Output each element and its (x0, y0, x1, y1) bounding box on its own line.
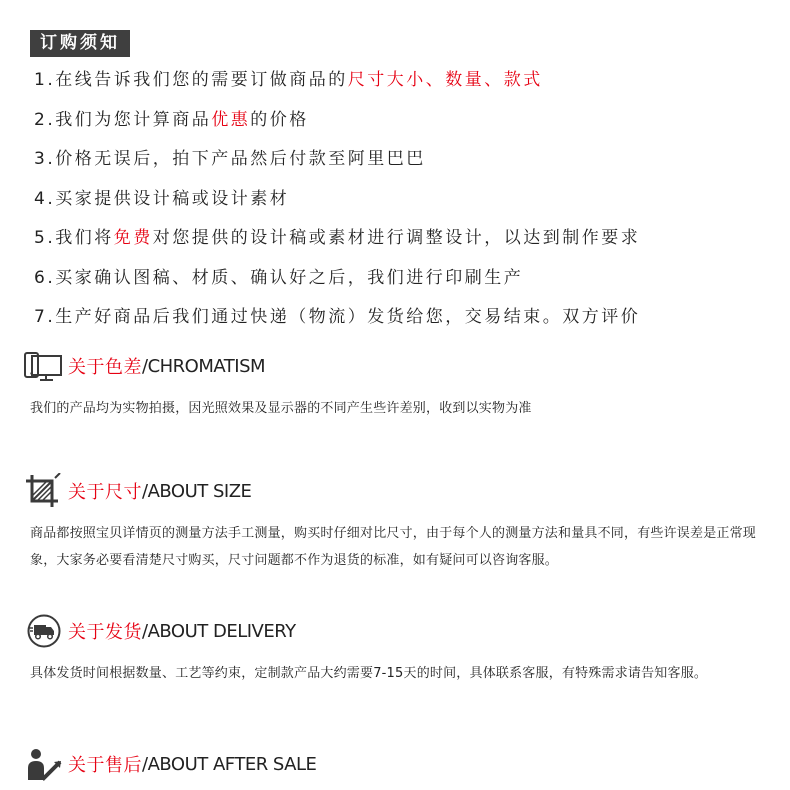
order-step-7 (34, 299, 640, 339)
after-sale-heading (24, 746, 316, 782)
step-text-tail: 的价格 (250, 109, 309, 130)
step-text-tail: 对您提供的设计稿或素材进行调整设计，以达到制作要求 (152, 228, 641, 248)
order-step-3 (34, 141, 640, 181)
order-step-5 (34, 220, 640, 260)
after-sale-title-cn: 关于售后 (68, 755, 142, 776)
step-text: 2.我们为您计算商品 (34, 109, 212, 130)
chromatism-title-en: /CHROMATISM (142, 355, 266, 377)
size-title-cn: 关于尺寸 (68, 482, 142, 503)
delivery-truck-icon (24, 613, 64, 649)
chromatism-body: 我们的产品均为实物拍摄，因光照效果及显示器的不同产生些许差别，收到以实物为准 (30, 401, 532, 416)
customer-service-icon (24, 746, 64, 782)
size-heading (24, 473, 251, 509)
step-highlight: 免费 (113, 228, 153, 248)
step-text: 5.我们将 (34, 228, 114, 248)
order-step-4 (34, 181, 640, 221)
step-text: 6.买家确认图稿、材质、确认好之后，我们进行印刷生产 (34, 267, 524, 288)
step-text: 3.价格无误后，拍下产品然后付款至阿里巴巴 (34, 149, 426, 169)
step-text: 4.买家提供设计稿或设计素材 (34, 188, 290, 209)
order-notice-title: 订购须知 (30, 30, 130, 57)
order-step-2 (34, 102, 640, 142)
order-step-6 (34, 260, 640, 300)
step-text: 1.在线告诉我们您的需要订做商品的 (34, 70, 348, 90)
step-highlight: 尺寸大小、数量、款式 (347, 70, 543, 90)
monitor-phone-icon (24, 348, 64, 384)
size-body: 商品都按照宝贝详情页的测量方法手工测量，购买时仔细对比尺寸，由于每个人的测量方法和量具不同，有些许误差是正常现象，大家务必要看清楚尺寸购买，尺寸问题都不作为退货的标准，如有疑问可以咨询客服。 (30, 526, 757, 568)
chromatism-heading (24, 348, 265, 384)
order-step-1 (34, 62, 640, 102)
order-steps-list (34, 62, 640, 339)
delivery-body: 具体发货时间根据数量、工艺等约束，定制款产品大约需要7-15天的时间，具体联系客服，有特殊需求请告知客服。 (30, 666, 708, 681)
step-text: 7.生产好商品后我们通过快递（物流）发货给您，交易结束。双方评价 (34, 307, 641, 327)
delivery-title-en: /ABOUT DELIVERY (142, 620, 296, 642)
chromatism-title-cn: 关于色差 (68, 357, 142, 378)
step-highlight: 优惠 (211, 109, 251, 130)
after-sale-title-en: /ABOUT AFTER SALE (142, 753, 317, 775)
delivery-heading (24, 613, 296, 649)
delivery-title-cn: 关于发货 (68, 622, 142, 643)
size-title-en: /ABOUT SIZE (142, 480, 252, 502)
crop-icon (24, 473, 64, 509)
